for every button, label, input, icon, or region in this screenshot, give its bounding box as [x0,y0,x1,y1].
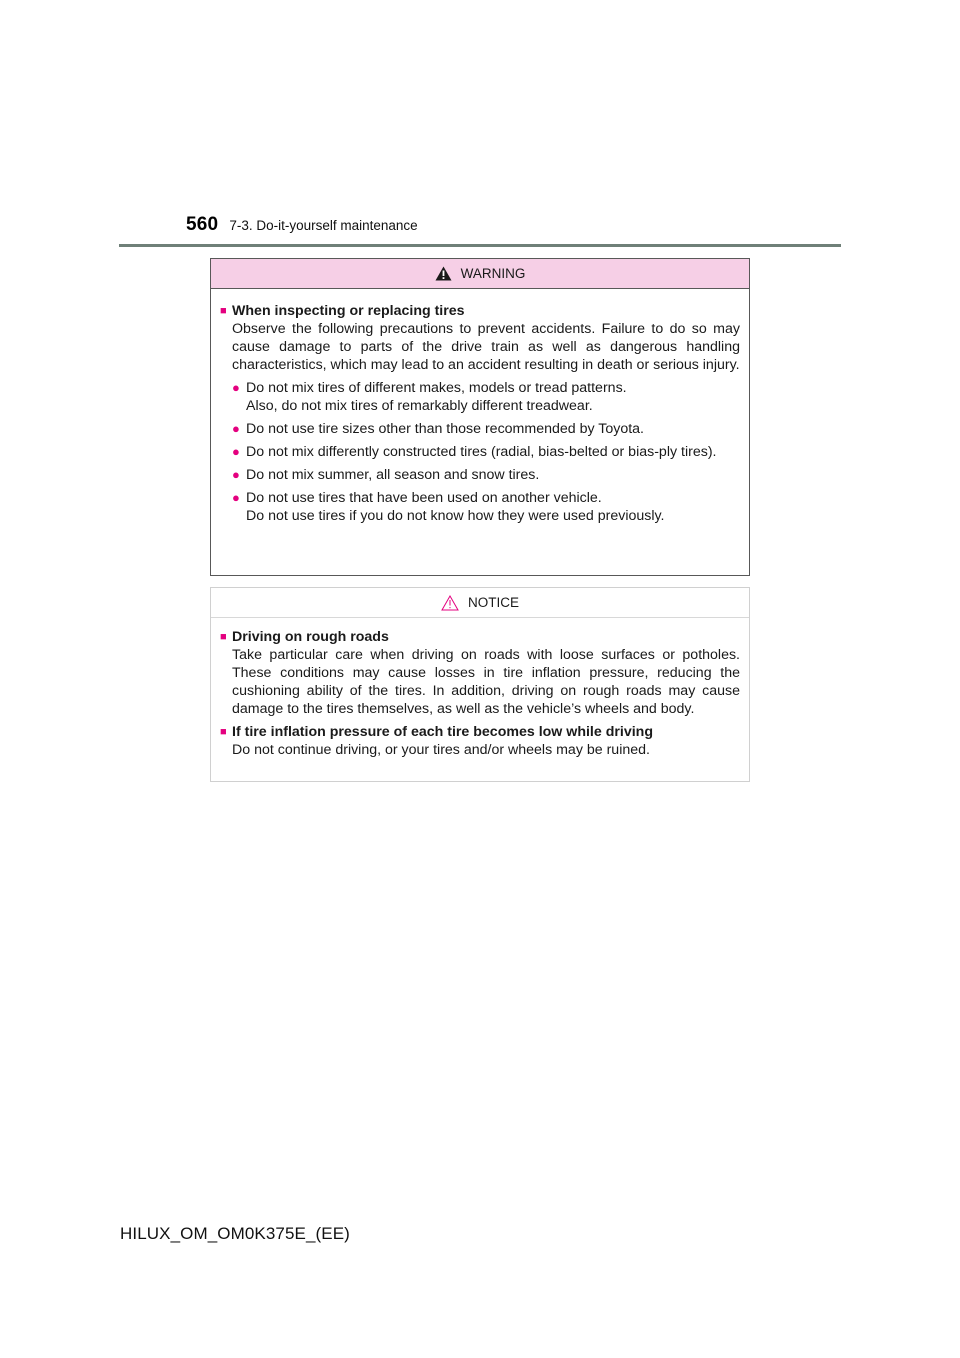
notice-label: NOTICE [467,595,519,610]
bullet-text: Do not use tires that have been used on another vehicle. [246,490,602,506]
warning-item-text: Observe the following precautions to prevent accidents. Failure to do so may cause damage to parts of the drive train as well as dangerous handling characteristics, which may lead to an accident resulting in death or serious injury. [232,321,740,373]
circle-bullet-icon: ● [232,444,240,459]
square-bullet-icon: ■ [220,726,227,738]
notice-triangle-outline-icon [441,595,459,611]
warning-triangle-filled-icon [435,266,452,281]
bullet-text: Do not use tire sizes other than those recommended by Toyota. [246,421,644,437]
list-item [232,489,740,525]
notice-body [211,618,749,759]
notice-item-title: If tire inflation pressure of each tire becomes low while driving [232,724,653,740]
page-header [186,214,418,236]
document-code: HILUX_OM_OM0K375E_(EE) [120,1224,350,1243]
notice-item [220,723,740,759]
circle-bullet-icon: ● [232,467,240,482]
page-number: 560 [186,214,219,235]
list-item [232,466,740,484]
notice-item-text: Take particular care when driving on roads with loose surfaces or potholes. These conditions may cause losses in tire inflation pressure, reducing the cushioning ability of the tires. In addition, driving on rough roads may cause damage to the tires themselves, as well as the vehicle’s wheels and body. [232,647,740,717]
bullet-text: Do not mix tires of different makes, models or tread patterns. [246,380,627,396]
notice-item-text: Do not continue driving, or your tires and/or wheels may be ruined. [232,742,650,758]
bullet-text: Do not mix differently constructed tires (radial, bias-belted or bias-ply tires). [246,444,717,460]
notice-item-title: Driving on rough roads [232,629,389,645]
square-bullet-icon: ■ [220,305,227,317]
warning-item-title: When inspecting or replacing tires [232,303,465,319]
circle-bullet-icon: ● [232,421,240,436]
warning-label: WARNING [460,266,526,281]
notice-item [220,628,740,718]
bullet-text: Also, do not mix tires of remarkably different treadwear. [246,398,593,414]
list-item [232,379,740,415]
section-title: 7-3. Do-it-yourself maintenance [229,218,418,233]
warning-bullet-list [232,379,740,525]
header-rule [119,244,841,247]
bullet-text: Do not use tires if you do not know how they were used previously. [246,508,665,524]
warning-header [211,259,749,289]
warning-item [220,302,740,525]
list-item [232,443,740,461]
circle-bullet-icon: ● [232,490,240,505]
bullet-text: Do not mix summer, all season and snow tires. [246,467,540,483]
warning-box [210,258,750,576]
square-bullet-icon: ■ [220,631,227,643]
warning-body [211,289,749,525]
notice-header [211,588,749,618]
notice-box [210,587,750,782]
circle-bullet-icon: ● [232,380,240,395]
list-item [232,420,740,438]
